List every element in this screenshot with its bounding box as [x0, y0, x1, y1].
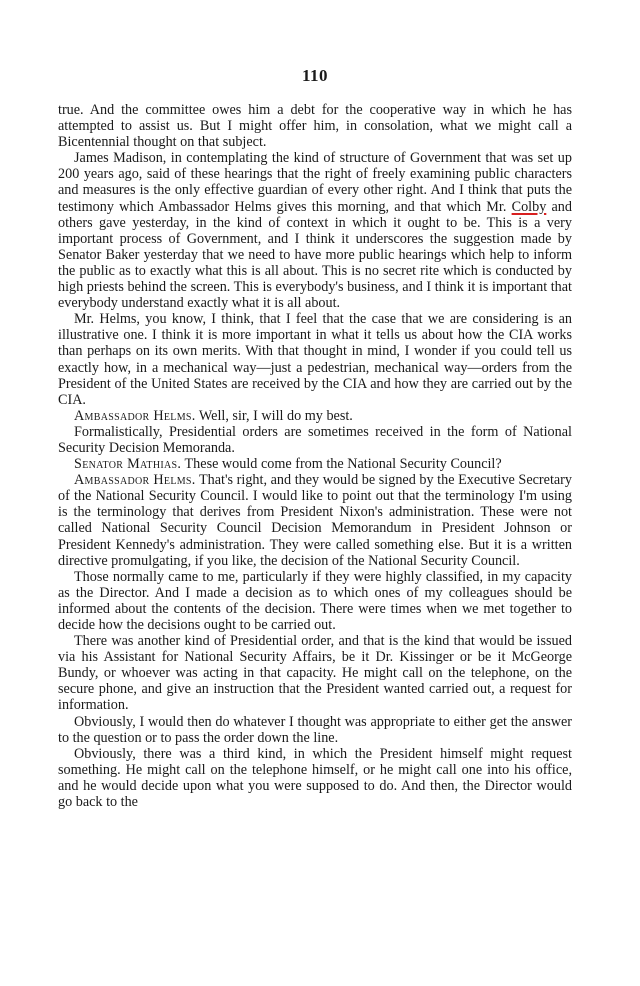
speaker-label: Ambassador Helms.: [74, 407, 196, 424]
paragraph: [58, 102, 572, 150]
paragraph: [58, 408, 572, 424]
paragraph-text: There was another kind of Presidential order, and that is the kind that would be issued via his Assistant for National Security Affairs, be it Dr. Kissinger or be it McGeorge Bundy, or whoever was acting in that capacity. He might call on the telephone, on the secure phone, and give an instruction that the President wanted carried out, a request for information.: [58, 633, 572, 714]
paragraph: [58, 456, 572, 472]
paragraph: [58, 746, 572, 810]
speaker-label: Ambassador Helms.: [74, 472, 196, 489]
paragraph-text: That's right, and they would be signed by the Executive Secretary of the National Security Council. I would like to point out that the terminology I'm using is the terminology that derives from President Nixon's administration. These were not called National Security Council Decision Memorandum in President Johnson or President Kennedy's administration. They were called something else. But it is a written directive promulgating, if you like, the decision of the National Security Council.: [58, 472, 572, 569]
speaker-label: Senator Mathias.: [74, 456, 182, 473]
page-number: 110: [301, 66, 329, 85]
paragraph-text: Mr. Helms, you know, I think, that I feel that the case that we are considering is an illustrative one. I think it is more important in what it tells us about how the CIA works than perhaps on its own merits. With that thought in mind, I wonder if you could tell us exactly how, in a mechanical way—just a pedestrian, mechanical way—orders from the President of the United States are received by the CIA and how they are carried out by the CIA.: [58, 311, 572, 408]
underlined-name-colby: Colby: [511, 198, 547, 215]
paragraph-text: and others gave yesterday, in the kind of context in which it ought to be. This is a very important process of Government, and I think it underscores the suggestion made by Senator Baker yesterday that we need to have more public hearings which help to inform the public as to exactly what this is all about. This is no secret rite which is conducted by high priests behind the screen. This is everybody's business, and I think it is important that everybody understand exactly what it is all about.: [58, 198, 572, 312]
paragraph-text: James Madison, in contemplating the kind of structure of Government that was set up 200 years ago, said of these hearings that the right of freely examining public characters and measures is the only effective guardian of every other right. And I think that puts the testimony which Ambassador Helms gives this morning, and that which Mr.: [58, 150, 572, 215]
paragraph: [58, 472, 572, 569]
paragraph-text: Formalistically, Presidential orders are sometimes received in the form of National Security Decision Memoranda.: [58, 423, 572, 456]
paragraph: [58, 150, 572, 311]
paragraph-text: Obviously, I would then do whatever I thought was appropriate to either get the answer to the question or to pass the order down the line.: [58, 713, 572, 746]
paragraph-text: Obviously, there was a third kind, in which the President himself might request something. He might call on the telephone himself, or he might call one into his office, and he would decide upon what you were supposed to do. And then, the Director would go back to the: [58, 745, 572, 811]
paragraph: [58, 311, 572, 408]
paragraph-text: Well, sir, I will do my best.: [195, 407, 353, 424]
paragraph: [58, 424, 572, 456]
paragraph-text: These would come from the National Security Council?: [181, 456, 502, 473]
paragraph-text: true. And the committee owes him a debt for the cooperative way in which he has attempted to assist us. But I might offer him, in consolation, what we might call a Bicentennial thought on that subject.: [58, 102, 572, 151]
paragraph: [58, 714, 572, 746]
paragraph: [58, 633, 572, 713]
paragraph-text: Those normally came to me, particularly if they were highly classified, in my capacity as the Director. And I made a decision as to which ones of my colleagues should be informed about the contents of the decision. There were times when we met together to decide how the decisions ought to be carried out.: [58, 568, 572, 633]
paragraph: [58, 569, 572, 633]
document-page: [58, 66, 572, 810]
